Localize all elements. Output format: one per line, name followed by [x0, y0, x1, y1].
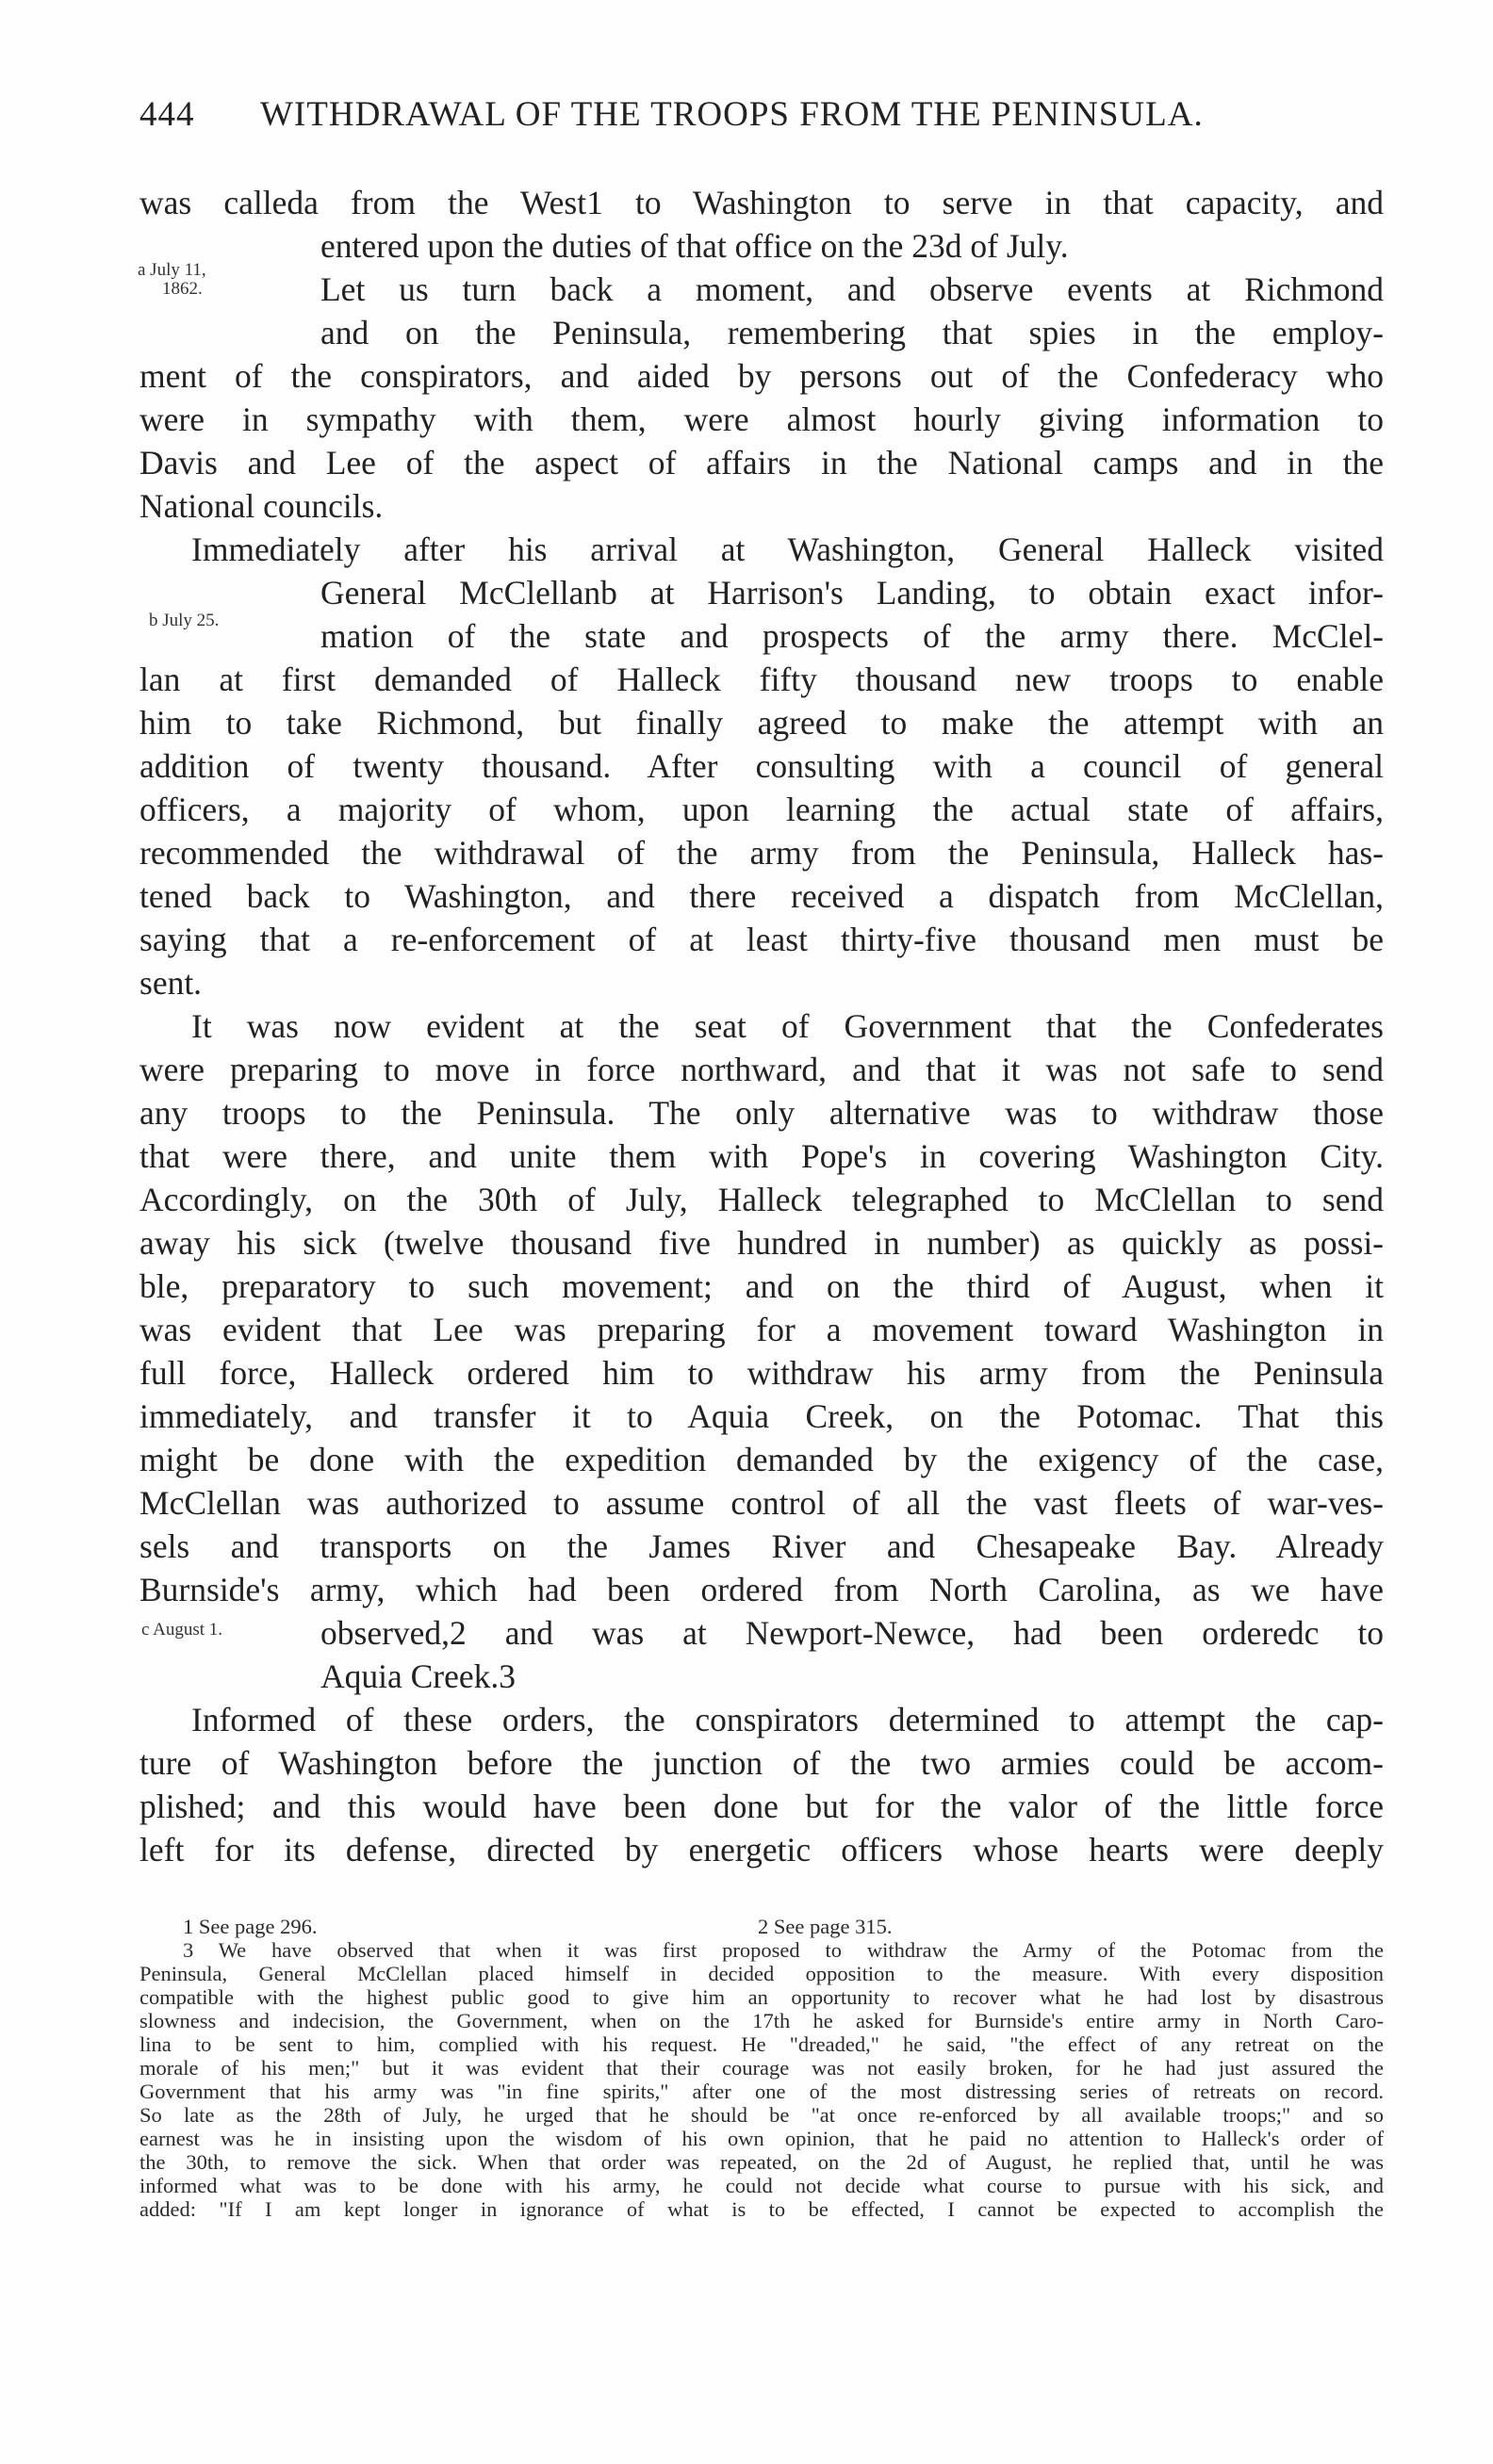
body-line: It was now evident at the seat of Government that the Confederates [191, 1007, 1384, 1045]
body-line: left for its defense, directed by energetic officers whose hearts were deeply [139, 1831, 1384, 1868]
body-line: Accordingly, on the 30th of July, Halleck telegraphed to McClellan to send [139, 1181, 1384, 1218]
margin-note-b-date: b July 25. [149, 611, 220, 630]
body-line: observed,2 and was at Newport-Newce, had been orderedc to [320, 1614, 1384, 1652]
margin-note-a-date: a July 11, [138, 260, 206, 280]
body-line: plished; and this would have been done but for the valor of the little force [139, 1787, 1384, 1825]
body-line: Let us turn back a moment, and observe events at Richmond [320, 270, 1384, 308]
footnote-3-line: informed what was to be done with his army, he could not decide what course to pursue with his sick, and [139, 2174, 1384, 2197]
body-line: National councils. [139, 487, 384, 525]
body-line: McClellan was authorized to assume control of all the vast fleets of war-ves- [139, 1484, 1384, 1522]
body-line: Aquia Creek.3 [320, 1657, 517, 1695]
body-line: him to take Richmond, but finally agreed to make the attempt with an [139, 704, 1384, 742]
body-line: recommended the withdrawal of the army from the Peninsula, Halleck has- [139, 834, 1384, 872]
footnote-3-line: added: "If I am kept longer in ignorance of what is to be effected, I cannot be expected to accomplish the [139, 2197, 1384, 2221]
body-line: tened back to Washington, and there received a dispatch from McClellan, [139, 877, 1384, 915]
body-line: sent. [139, 964, 203, 1002]
body-line: addition of twenty thousand. After consulting with a council of general [139, 747, 1384, 785]
page-number: 444 [139, 95, 195, 134]
footnote-3-line: lina to be sent to him, complied with his request. He "dreaded," he said, "the effect of any retreat on the [139, 2032, 1384, 2056]
body-line: ble, preparatory to such movement; and on the third of August, when it [139, 1267, 1384, 1305]
body-line: entered upon the duties of that office on the 23d of July. [320, 227, 1069, 265]
body-line: was evident that Lee was preparing for a movement toward Washington in [139, 1311, 1384, 1348]
body-text [139, 181, 1384, 1871]
body-line: away his sick (twelve thousand five hundred in number) as quickly as possi- [139, 1224, 1384, 1262]
footnote-3-line: So late as the 28th of July, he urged that he should be "at once re-enforced by all available troops;" and so [139, 2103, 1384, 2127]
footnote-3-line: morale of his men;" but it was evident that their courage was not easily broken, for he had just assured the [139, 2056, 1384, 2080]
footnotes [139, 1915, 1384, 2221]
body-line: Informed of these orders, the conspirators determined to attempt the cap- [191, 1701, 1384, 1738]
body-line: Davis and Lee of the aspect of affairs in the National camps and in the [139, 444, 1384, 481]
body-line: and on the Peninsula, remembering that spies in the employ- [320, 314, 1384, 351]
body-line: that were there, and unite them with Pope's in covering Washington City. [139, 1137, 1384, 1175]
footnote-3-line: earnest was he in insisting upon the wisdom of his own opinion, that he paid no attention to Halleck's order of [139, 2127, 1384, 2150]
footnote-3-line: the 30th, to remove the sick. When that order was repeated, on the 2d of August, he replied that, until he was [139, 2150, 1384, 2174]
body-line: might be done with the expedition demanded by the exigency of the case, [139, 1441, 1384, 1478]
footnote-3-line: Peninsula, General McClellan placed himself in decided opposition to the measure. With every disposition [139, 1962, 1384, 1985]
footnote-2: 2 See page 315. [758, 1915, 893, 1938]
body-line: mation of the state and prospects of the army there. McClel- [320, 617, 1384, 655]
footnote-3-line: slowness and indecision, the Government, when on the 17th he asked for Burnside's entire army in North Caro- [139, 2009, 1384, 2032]
body-line: saying that a re-enforcement of at least thirty-five thousand men must be [139, 921, 1384, 958]
body-line: officers, a majority of whom, upon learning the actual state of affairs, [139, 791, 1384, 828]
footnote-3-line: Government that his army was "in fine spirits," after one of the most distressing series of retreats on record. [139, 2080, 1384, 2103]
body-line: lan at first demanded of Halleck fifty thousand new troops to enable [139, 661, 1384, 698]
margin-note-a-year: 1862. [162, 279, 203, 299]
body-line: Immediately after his arrival at Washington, General Halleck visited [191, 530, 1384, 568]
body-line: any troops to the Peninsula. The only alternative was to withdraw those [139, 1094, 1384, 1132]
footnote-1: 1 See page 296. [183, 1915, 318, 1938]
body-line: ment of the conspirators, and aided by persons out of the Confederacy who [139, 357, 1384, 395]
body-line: sels and transports on the James River and Chesapeake Bay. Already [139, 1527, 1384, 1565]
body-line: Burnside's army, which had been ordered from North Carolina, as we have [139, 1571, 1384, 1608]
footnote-3-line: 3 We have observed that when it was first proposed to withdraw the Army of the Potomac from the [183, 1938, 1384, 1962]
running-title: WITHDRAWAL OF THE TROOPS FROM THE PENINSULA. [260, 95, 1204, 134]
body-line: immediately, and transfer it to Aquia Creek, on the Potomac. That this [139, 1397, 1384, 1435]
footnote-3-line: compatible with the highest public good to give him an opportunity to recover what he had lost by disastrous [139, 1985, 1384, 2009]
body-line: were in sympathy with them, were almost hourly giving information to [139, 400, 1384, 438]
margin-note-c-date: c August 1. [141, 1620, 223, 1640]
running-head [139, 94, 1384, 151]
footnote-row-short [139, 1915, 1384, 1938]
body-line: was calleda from the West1 to Washington to serve in that capacity, and [139, 184, 1384, 221]
body-line: General McClellanb at Harrison's Landing, to obtain exact infor- [320, 574, 1384, 612]
body-line: full force, Halleck ordered him to withdraw his army from the Peninsula [139, 1354, 1384, 1392]
body-line: were preparing to move in force northward, and that it was not safe to send [139, 1051, 1384, 1088]
body-line: ture of Washington before the junction of the two armies could be accom- [139, 1744, 1384, 1782]
